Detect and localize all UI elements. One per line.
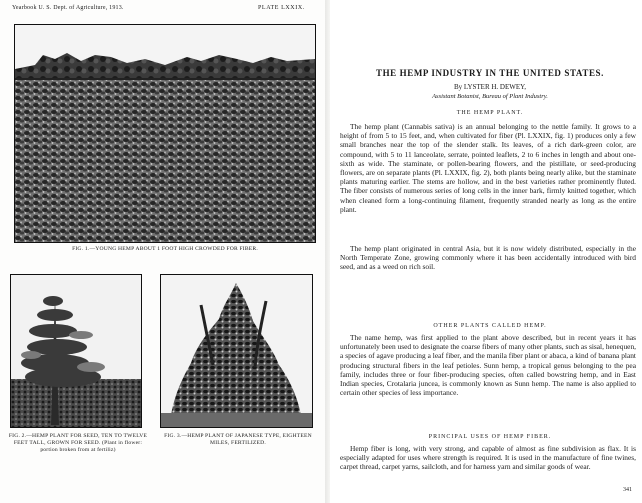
section-heading: OTHER PLANTS CALLED HEMP. (433, 323, 547, 329)
section-heading: PRINCIPAL USES OF HEMP FIBER. (428, 434, 552, 440)
paragraph: The name hemp, was first applied to the plant above described, but in recent years it has unfortunately been used to designate the coarse fibers of many other plants, such as sisal, henequen, a species of agave producing a leaf fiber, and the manila fiber plant or abaca, a kind of banana plant producing structural fibers in the leaf petioles. Sunn hemp, a tropical genus belonging to the pea family, includes three or four fiber-producing species, often called bowstring hemp, and in East Indian species, Crotalaria juncea, is commonly known as Sunn hemp. The name is also applied to certain other species of less importance. (340, 333, 636, 398)
figure-1-caption: FIG. 1.—YOUNG HEMP ABOUT 1 FOOT HIGH CROWDED FOR FIBER. (72, 246, 258, 252)
paragraph: The hemp plant originated in central Asia, but it is now widely distributed, especially in the North Temperate Zone, growing commonly where it has been accidentally introduced with bird seed, and as a weed on rich soil. (340, 244, 636, 272)
article-title: THE HEMP INDUSTRY IN THE UNITED STATES. (375, 68, 605, 78)
figure-2-caption: FIG. 2.—HEMP PLANT FOR SEED, TEN TO TWELVE FEET TALL, GROWN FOR SEED. (Plant in flower: portion broken from at fertiliz) (8, 433, 148, 453)
section-heading: THE HEMP PLANT. (456, 110, 524, 116)
paragraph: The hemp plant (Cannabis sativa) is an annual belonging to the nettle family. It grows to a height of from 5 to 15 feet, and, when cultivated for fiber (Pl. LXXIX, fig. 1) produces only a few small branches near the top of the slender stalk. Its leaves, of a rich dark-green color, are compound, with 5 to 11 lanceolate, serrate, pointed leaflets, 2 to 6 inches in length and about one-sixth as wide. The staminate, or pollen-bearing flowers, and the pistillate, or seed-producing flowers, are on separate plants (Pl. LXXIX, fig. 2), both plants being nearly alike, but the staminate plants maturing earlier. The stems are hollow, and in the best varieties rather prominently fluted. The fiber consists of numerous series of long cells in the inner bark, firmly knitted together, which when cleaned form a long-continuing filament, frequently stranded nearly as long as the entire plant. (340, 122, 636, 214)
plate-label: PLATE LXXIX. (258, 5, 305, 11)
article-page (330, 0, 642, 503)
running-head: Yearbook U. S. Dept. of Agriculture, 1913. (12, 5, 124, 11)
paragraph: Hemp fiber is long, with very strong, and capable of almost as fine subdivision as flax. It is especially adapted for uses where strength is required. It is used in the manufacture of fine twines, carpet thread, carpet yarns, sailcloth, and for harness yarn and similar goods of wear. (340, 444, 636, 472)
hemp-field-photo (14, 24, 316, 243)
figure-3-caption: FIG. 3.—HEMP PLANT OF JAPANESE TYPE, EIGHTEEN MILES, FERTILIZED. (164, 433, 312, 446)
page-number: 341 (623, 487, 632, 493)
japanese-hemp-photo (160, 274, 313, 428)
author-byline: By LYSTER H. DEWEY, (453, 83, 527, 91)
seed-hemp-photo (10, 274, 142, 428)
author-affiliation: Assistant Botanist, Bureau of Plant Industry. (432, 93, 548, 100)
